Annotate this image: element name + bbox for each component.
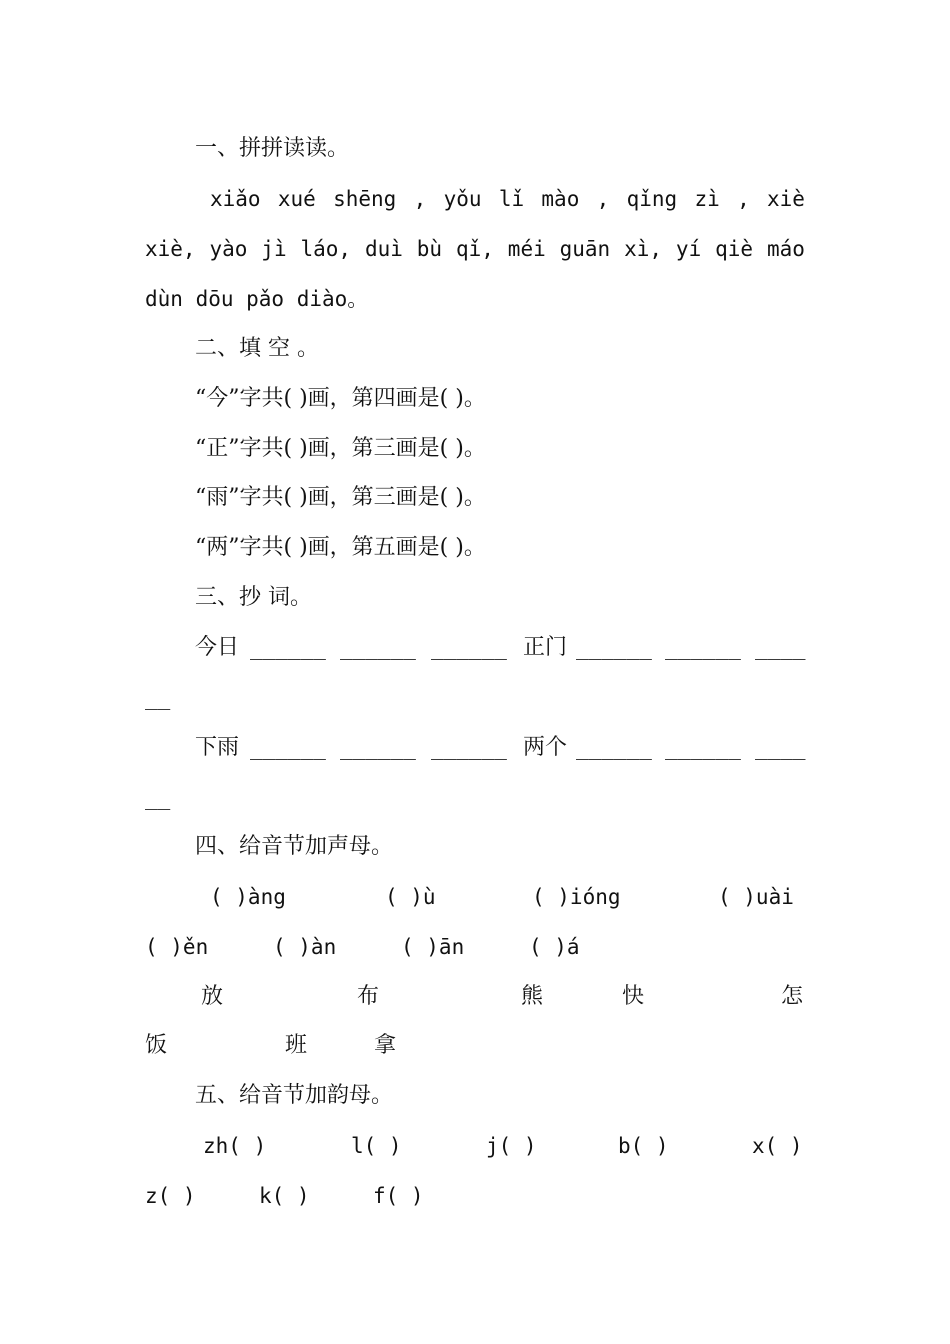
- copy-blank: ______: [576, 636, 652, 660]
- fill-blank-item: “雨”字共( )画，第三画是( )。: [195, 485, 486, 510]
- pinyin-syllable: lǐ: [498, 187, 525, 211]
- pinyin-line-3: dùn dōu pǎo diào。: [145, 287, 369, 311]
- initial-blank: ( )uài: [718, 885, 794, 909]
- pinyin-syllable: mào: [541, 187, 580, 211]
- copy-word: 今日: [195, 635, 240, 660]
- fill-blank-item: “今”字共( )画，第四画是( )。: [195, 386, 486, 411]
- copy-blank-wrap: __: [145, 786, 171, 810]
- pinyin-comma: ,: [737, 187, 750, 211]
- pinyin-syllable: shēng: [333, 187, 397, 211]
- pinyin-line-1: [210, 184, 805, 214]
- pinyin-syllable: xì,: [624, 237, 663, 261]
- pinyin-syllable: qǐng: [626, 187, 678, 211]
- copy-blank: ____: [755, 736, 806, 760]
- copy-blank: ______: [340, 736, 416, 760]
- pinyin-comma: ,: [596, 187, 610, 211]
- initial-blank: ( )ān: [401, 935, 465, 959]
- fill-blank-item: “两”字共( )画，第五画是( )。: [195, 535, 486, 560]
- copy-word: 下雨: [195, 735, 240, 760]
- section-4-heading: 四、给音节加声母。: [195, 834, 394, 859]
- pinyin-syllable: yí: [675, 237, 702, 261]
- copy-blank-wrap: __: [145, 686, 171, 710]
- pinyin-syllable: xiǎo: [210, 187, 261, 211]
- pinyin-syllable: zì: [694, 187, 720, 211]
- final-blank: zh( ): [203, 1134, 267, 1158]
- pinyin-syllable: qǐ,: [455, 237, 494, 261]
- pinyin-syllable: jì: [261, 237, 287, 261]
- final-blank: k( ): [259, 1184, 310, 1208]
- copy-blank: ______: [250, 636, 326, 660]
- section-1-heading: 一、拼拼读读。: [195, 136, 350, 161]
- pinyin-syllable: duì: [364, 237, 403, 261]
- copy-blank: ______: [431, 736, 507, 760]
- pinyin-syllable: máo: [766, 237, 805, 261]
- initial-blank: ( )ěn: [145, 935, 209, 959]
- section-3-heading: 三、抄 词。: [195, 585, 312, 610]
- copy-word: 正门: [523, 635, 568, 660]
- copy-blank: ______: [340, 636, 416, 660]
- pinyin-syllable: méi: [507, 237, 546, 261]
- initial-blank: ( )á: [529, 935, 580, 959]
- hint-character: 快: [622, 984, 645, 1009]
- fill-blank-item: “正”字共( )画，第三画是( )。: [195, 436, 486, 461]
- initial-blank: ( )ióng: [532, 885, 621, 909]
- pinyin-comma: ,: [413, 187, 427, 211]
- pinyin-syllable: yào: [209, 237, 248, 261]
- pinyin-syllable: yǒu: [443, 187, 482, 211]
- section-2-heading: 二、填 空 。: [195, 336, 319, 361]
- copy-blank: ______: [665, 736, 741, 760]
- final-blank: x( ): [752, 1134, 803, 1158]
- final-blank: z( ): [145, 1184, 196, 1208]
- copy-blank: ______: [250, 736, 326, 760]
- initial-blank: ( )ù: [385, 885, 436, 909]
- final-blank: b( ): [618, 1134, 669, 1158]
- hint-character: 放: [201, 984, 224, 1009]
- pinyin-syllable: bù: [416, 237, 443, 261]
- hint-character: 饭: [145, 1033, 168, 1058]
- hint-character: 布: [357, 984, 380, 1009]
- pinyin-line-2: [145, 234, 805, 264]
- hint-character: 怎: [781, 984, 804, 1009]
- hint-character: 班: [285, 1033, 308, 1058]
- final-blank: f( ): [373, 1184, 424, 1208]
- initial-blank: ( )àng: [210, 885, 286, 909]
- pinyin-syllable: qiè: [715, 237, 754, 261]
- pinyin-syllable: láo,: [300, 237, 352, 261]
- copy-blank: ______: [576, 736, 652, 760]
- hint-character: 拿: [374, 1033, 397, 1058]
- pinyin-syllable: xué: [277, 187, 316, 211]
- pinyin-syllable: xiè,: [145, 237, 196, 261]
- copy-blank: ______: [665, 636, 741, 660]
- pinyin-syllable: guān: [559, 237, 611, 261]
- pinyin-syllable: xiè: [767, 187, 805, 211]
- final-blank: l( ): [351, 1134, 402, 1158]
- copy-blank: ____: [755, 636, 806, 660]
- section-5-heading: 五、给音节加韵母。: [195, 1083, 394, 1108]
- copy-blank: ______: [431, 636, 507, 660]
- hint-character: 熊: [521, 984, 544, 1009]
- final-blank: j( ): [486, 1134, 537, 1158]
- copy-word: 两个: [523, 735, 568, 760]
- initial-blank: ( )àn: [273, 935, 337, 959]
